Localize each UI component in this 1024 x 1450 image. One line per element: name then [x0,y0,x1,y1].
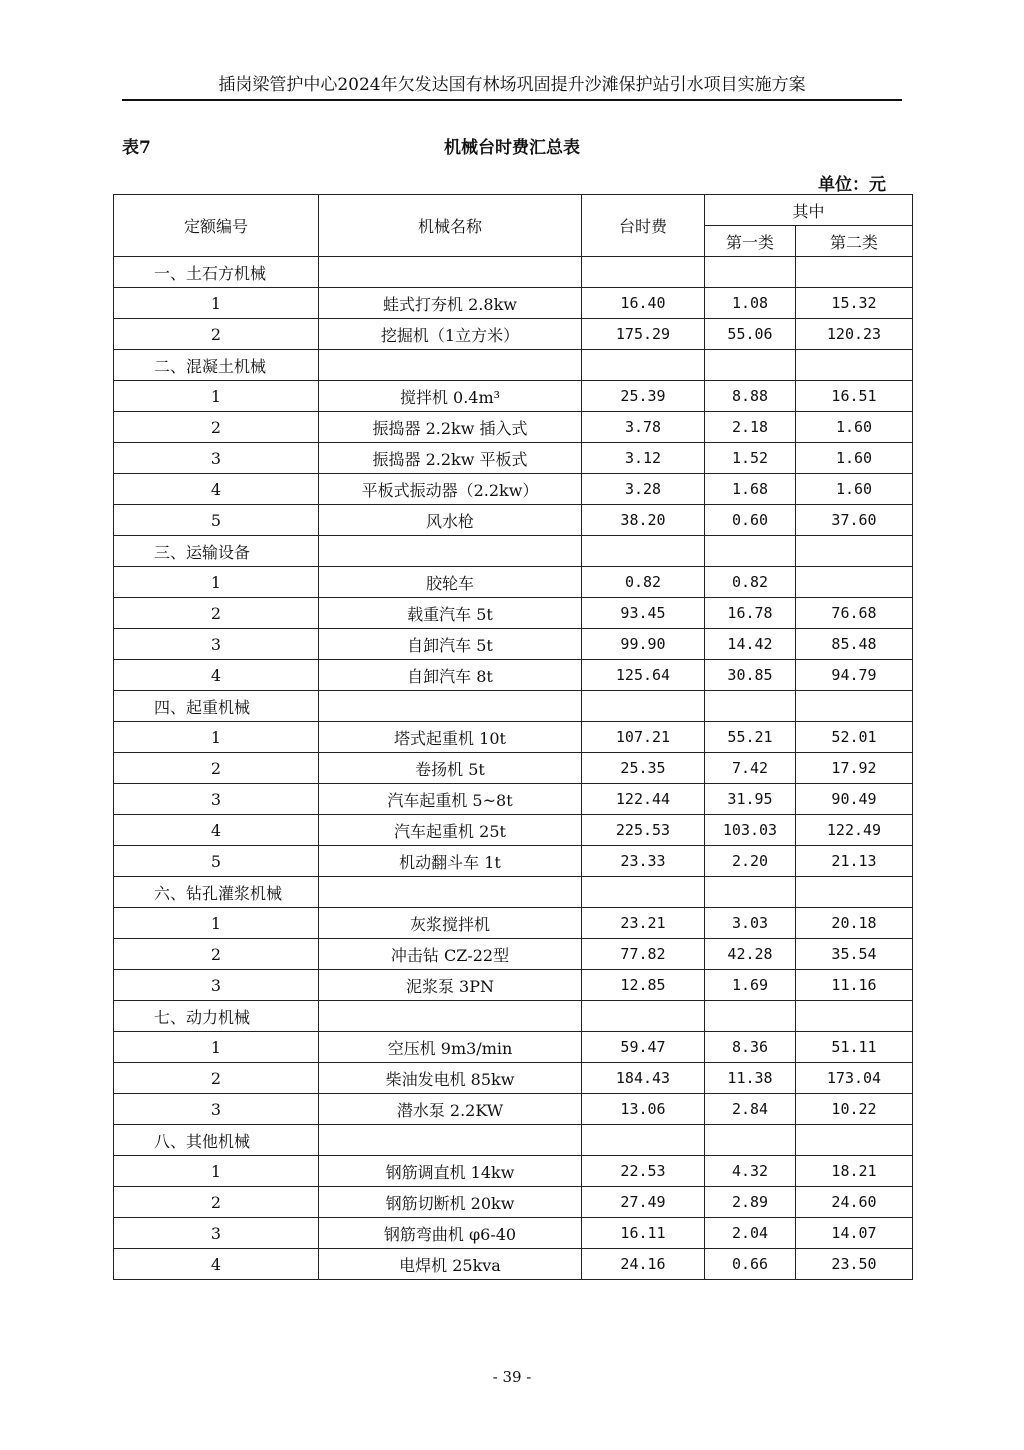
machine-name: 振捣器 2.2kw 平板式 [319,443,582,474]
hourly-cost: 99.90 [582,629,705,660]
machine-name: 蛙式打夯机 2.8kw [319,288,582,319]
row-number: 1 [114,381,319,412]
class-2-cost: 10.22 [796,1094,913,1125]
hourly-cost: 27.49 [582,1187,705,1218]
machine-name: 泥浆泵 3PN [319,970,582,1001]
class-2-cost: 37.60 [796,505,913,536]
hourly-cost: 25.35 [582,753,705,784]
empty-cell [582,1001,705,1032]
hourly-cost: 3.28 [582,474,705,505]
class-2-cost: 1.60 [796,443,913,474]
table-row [114,753,913,784]
class-2-cost: 21.13 [796,846,913,877]
empty-cell [582,257,705,288]
class-2-cost: 11.16 [796,970,913,1001]
class-1-cost: 0.60 [705,505,796,536]
hourly-cost: 125.64 [582,660,705,691]
class-1-cost: 2.18 [705,412,796,443]
row-number: 3 [114,1094,319,1125]
header-name: 机械名称 [319,195,582,257]
empty-cell [705,350,796,381]
class-1-cost: 0.82 [705,567,796,598]
empty-cell [582,691,705,722]
hourly-cost: 13.06 [582,1094,705,1125]
table-row [114,846,913,877]
class-1-cost: 1.69 [705,970,796,1001]
header-class-2: 第二类 [796,226,913,257]
section-title: 八、其他机械 [114,1125,319,1156]
class-2-cost: 85.48 [796,629,913,660]
page-number: - 39 - [492,1368,532,1386]
table-row [114,1187,913,1218]
class-1-cost: 16.78 [705,598,796,629]
empty-cell [705,691,796,722]
hourly-cost: 23.33 [582,846,705,877]
table-label: 表7 [122,138,151,158]
hourly-cost: 59.47 [582,1032,705,1063]
empty-cell [582,1125,705,1156]
row-number: 3 [114,629,319,660]
machine-name: 钢筋切断机 20kw [319,1187,582,1218]
class-2-cost: 14.07 [796,1218,913,1249]
empty-cell [796,257,913,288]
row-number: 1 [114,1156,319,1187]
row-number: 4 [114,660,319,691]
table-row [114,412,913,443]
table-row [114,629,913,660]
class-2-cost: 20.18 [796,908,913,939]
class-1-cost: 4.32 [705,1156,796,1187]
machine-name: 钢筋弯曲机 φ6-40 [319,1218,582,1249]
empty-cell [582,877,705,908]
section-row [114,1125,913,1156]
section-title: 三、运输设备 [114,536,319,567]
class-2-cost: 15.32 [796,288,913,319]
section-row [114,536,913,567]
class-1-cost: 42.28 [705,939,796,970]
machine-name: 空压机 9m3/min [319,1032,582,1063]
class-1-cost: 14.42 [705,629,796,660]
table-row [114,939,913,970]
class-1-cost: 7.42 [705,753,796,784]
hourly-cost: 0.82 [582,567,705,598]
table-title: 机械台时费汇总表 [444,138,580,158]
section-title: 六、钻孔灌浆机械 [114,877,319,908]
machine-name: 振捣器 2.2kw 插入式 [319,412,582,443]
class-1-cost: 55.06 [705,319,796,350]
row-number: 2 [114,939,319,970]
class-2-cost: 35.54 [796,939,913,970]
table-row [114,970,913,1001]
section-row [114,257,913,288]
table-row [114,598,913,629]
machine-name: 电焊机 25kva [319,1249,582,1280]
empty-cell [796,1001,913,1032]
class-2-cost: 52.01 [796,722,913,753]
machine-name: 胶轮车 [319,567,582,598]
class-1-cost: 8.88 [705,381,796,412]
table-row [114,722,913,753]
class-1-cost: 31.95 [705,784,796,815]
section-row [114,877,913,908]
header-of-which: 其中 [705,195,913,226]
header-rule [122,99,902,101]
class-2-cost: 94.79 [796,660,913,691]
empty-cell [582,350,705,381]
hourly-cost: 3.78 [582,412,705,443]
class-1-cost: 3.03 [705,908,796,939]
row-number: 5 [114,846,319,877]
table-row [114,1094,913,1125]
row-number: 3 [114,970,319,1001]
row-number: 1 [114,288,319,319]
table-row [114,1063,913,1094]
hourly-cost: 77.82 [582,939,705,970]
row-number: 4 [114,1249,319,1280]
class-2-cost: 76.68 [796,598,913,629]
machine-name: 柴油发电机 85kw [319,1063,582,1094]
empty-cell [319,257,582,288]
row-number: 2 [114,753,319,784]
table-row [114,505,913,536]
section-row [114,1001,913,1032]
class-1-cost: 11.38 [705,1063,796,1094]
hourly-cost: 16.40 [582,288,705,319]
empty-cell [796,536,913,567]
row-number: 5 [114,505,319,536]
hourly-cost: 38.20 [582,505,705,536]
class-1-cost: 2.89 [705,1187,796,1218]
header-code: 定额编号 [114,195,319,257]
empty-cell [705,877,796,908]
empty-cell [796,877,913,908]
empty-cell [319,1125,582,1156]
table-row [114,288,913,319]
empty-cell [319,1001,582,1032]
row-number: 2 [114,319,319,350]
table-row [114,443,913,474]
hourly-cost: 24.16 [582,1249,705,1280]
hourly-cost: 175.29 [582,319,705,350]
empty-cell [705,1125,796,1156]
section-title: 四、起重机械 [114,691,319,722]
machinery-cost-table [113,194,913,1280]
empty-cell [319,691,582,722]
table-row [114,1249,913,1280]
class-2-cost: 1.60 [796,474,913,505]
class-1-cost: 8.36 [705,1032,796,1063]
table-row [114,908,913,939]
machine-name: 挖掘机（1立方米） [319,319,582,350]
machine-name: 机动翻斗车 1t [319,846,582,877]
class-2-cost: 24.60 [796,1187,913,1218]
class-1-cost: 1.68 [705,474,796,505]
row-number: 1 [114,722,319,753]
row-number: 2 [114,1187,319,1218]
class-2-cost: 173.04 [796,1063,913,1094]
row-number: 1 [114,567,319,598]
table-row [114,381,913,412]
class-2-cost: 23.50 [796,1249,913,1280]
table-row [114,319,913,350]
class-2-cost: 1.60 [796,412,913,443]
machine-name: 灰浆搅拌机 [319,908,582,939]
hourly-cost: 25.39 [582,381,705,412]
class-2-cost: 18.21 [796,1156,913,1187]
machine-name: 搅拌机 0.4m³ [319,381,582,412]
row-number: 2 [114,1063,319,1094]
class-2-cost: 16.51 [796,381,913,412]
hourly-cost: 93.45 [582,598,705,629]
row-number: 2 [114,598,319,629]
table-row [114,660,913,691]
empty-cell [705,1001,796,1032]
empty-cell [319,350,582,381]
machine-name: 风水枪 [319,505,582,536]
empty-cell [319,877,582,908]
machine-name: 自卸汽车 5t [319,629,582,660]
section-title: 二、混凝土机械 [114,350,319,381]
hourly-cost: 107.21 [582,722,705,753]
class-1-cost: 0.66 [705,1249,796,1280]
machine-name: 钢筋调直机 14kw [319,1156,582,1187]
row-number: 1 [114,908,319,939]
section-title: 七、动力机械 [114,1001,319,1032]
empty-cell [582,536,705,567]
document-header: 插岗梁管护中心2024年欠发达国有林场巩固提升沙滩保护站引水项目实施方案 [218,75,806,95]
table-row [114,1156,913,1187]
class-2-cost: 51.11 [796,1032,913,1063]
header-class-1: 第一类 [705,226,796,257]
hourly-cost: 184.43 [582,1063,705,1094]
table-row [114,567,913,598]
hourly-cost: 122.44 [582,784,705,815]
machine-name: 汽车起重机 25t [319,815,582,846]
class-2-cost [796,567,913,598]
machine-name: 冲击钻 CZ-22型 [319,939,582,970]
machine-name: 自卸汽车 8t [319,660,582,691]
table-row [114,1218,913,1249]
class-2-cost: 17.92 [796,753,913,784]
machine-name: 汽车起重机 5~8t [319,784,582,815]
empty-cell [319,536,582,567]
machine-name: 潜水泵 2.2KW [319,1094,582,1125]
class-1-cost: 55.21 [705,722,796,753]
class-1-cost: 2.20 [705,846,796,877]
machine-name: 塔式起重机 10t [319,722,582,753]
hourly-cost: 16.11 [582,1218,705,1249]
row-number: 3 [114,784,319,815]
header-cost: 台时费 [582,195,705,257]
hourly-cost: 225.53 [582,815,705,846]
section-title: 一、土石方机械 [114,257,319,288]
class-2-cost: 122.49 [796,815,913,846]
section-row [114,691,913,722]
row-number: 4 [114,474,319,505]
row-number: 2 [114,412,319,443]
class-1-cost: 30.85 [705,660,796,691]
table-row [114,474,913,505]
empty-cell [796,350,913,381]
empty-cell [705,536,796,567]
empty-cell [705,257,796,288]
table-row [114,815,913,846]
machine-name: 载重汽车 5t [319,598,582,629]
hourly-cost: 22.53 [582,1156,705,1187]
class-1-cost: 2.84 [705,1094,796,1125]
class-2-cost: 90.49 [796,784,913,815]
unit-label: 单位：元 [818,175,886,195]
table-row [114,784,913,815]
row-number: 1 [114,1032,319,1063]
class-2-cost: 120.23 [796,319,913,350]
row-number: 3 [114,443,319,474]
class-1-cost: 1.08 [705,288,796,319]
row-number: 4 [114,815,319,846]
machine-name: 平板式振动器（2.2kw） [319,474,582,505]
empty-cell [796,691,913,722]
class-1-cost: 103.03 [705,815,796,846]
section-row [114,350,913,381]
table-row [114,1032,913,1063]
row-number: 3 [114,1218,319,1249]
table-body [114,257,913,1280]
empty-cell [796,1125,913,1156]
hourly-cost: 23.21 [582,908,705,939]
machine-name: 卷扬机 5t [319,753,582,784]
class-1-cost: 2.04 [705,1218,796,1249]
class-1-cost: 1.52 [705,443,796,474]
hourly-cost: 12.85 [582,970,705,1001]
hourly-cost: 3.12 [582,443,705,474]
